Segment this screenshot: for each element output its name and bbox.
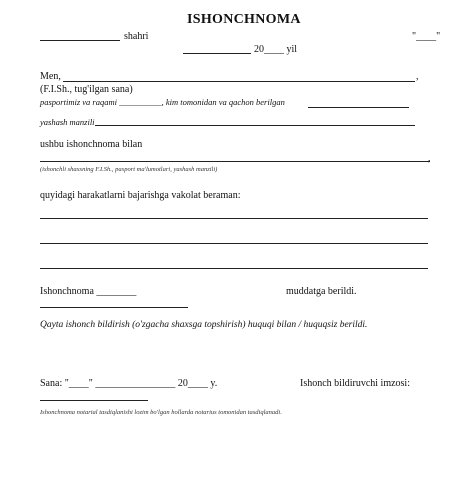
date-month-field[interactable] [183, 53, 251, 54]
address-label: yashash manzili [40, 117, 95, 127]
trustee-comma: , [428, 153, 431, 164]
sana-line[interactable] [40, 400, 148, 401]
authority-line-3[interactable] [40, 268, 428, 269]
signature-label: Ishonch bildiruvchi imzosi: [300, 378, 410, 389]
year-label: 20____ yil [254, 44, 298, 55]
term-label: Ishonchnoma ________ [40, 286, 137, 297]
trustee-field[interactable] [40, 161, 430, 162]
term-suffix: muddatga berildi. [286, 286, 357, 297]
fish-label: (F.I.Sh., tug'ilgan sana) [40, 84, 133, 95]
men-label: Men, [40, 71, 61, 82]
notary-note: Ishonchnoma notarial tasdiqlanishi lozim bo'lgan hollarda notarius tomonidan tasdiqlanadi. [40, 409, 282, 416]
end-comma: , [416, 71, 419, 82]
page-title: ISHONCHNOMA [187, 12, 301, 27]
full-name-field[interactable] [63, 81, 415, 82]
top-date-quote: "____" [412, 31, 441, 42]
authority-line-1[interactable] [40, 218, 428, 219]
passport-label: pasportimiz va raqami __________, kim tomonidan va qachon berilgan [40, 97, 285, 107]
ushbu-label: ushbu ishonchnoma bilan [40, 139, 143, 150]
passport-field[interactable] [308, 107, 409, 108]
term-line[interactable] [40, 307, 188, 308]
reassign-text: Qayta ishonch bildirish (o'zgacha shaxsga topshirish) huquqi bilan / huquqsiz berildi. [40, 320, 368, 330]
authority-label: quyidagi harakatlarni bajarishga vakolat beraman: [40, 190, 241, 201]
authority-line-2[interactable] [40, 243, 428, 244]
trustee-hint: (ishonchli shaxsning F.I.Sh., pasport ma'lumotlari, yashash manzili) [40, 166, 218, 173]
city-field[interactable] [40, 40, 120, 41]
sana-label: Sana: "____" ________________ 20____ y. [40, 378, 218, 389]
city-label: shahri [124, 31, 149, 42]
address-field[interactable] [95, 125, 415, 126]
